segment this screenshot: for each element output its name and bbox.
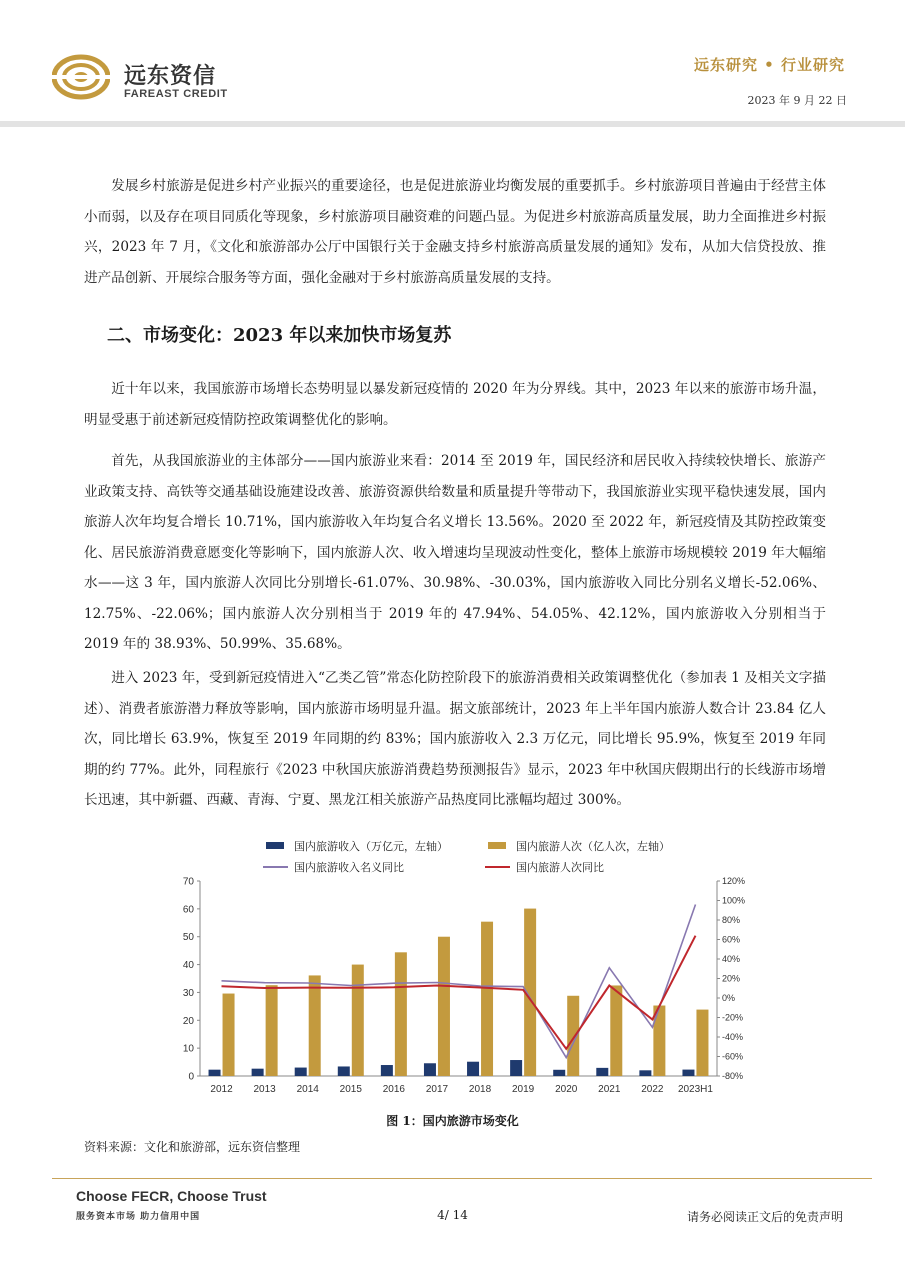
bar-income <box>381 1065 393 1076</box>
bar-trips <box>481 922 493 1076</box>
legend-label: 国内旅游收入名义同比 <box>294 861 404 874</box>
right-tick-label: 120% <box>722 876 746 886</box>
left-tick-label: 50 <box>182 932 194 944</box>
fareast-logo-icon <box>52 54 110 100</box>
bar-trips <box>223 994 235 1076</box>
header-section: 远东研究 • 行业研究 <box>693 56 845 74</box>
figure-caption: 图 1：国内旅游市场变化 <box>386 1114 519 1128</box>
bar-trips <box>610 985 622 1076</box>
x-tick-label: 2022 <box>641 1084 664 1095</box>
legend-swatch <box>266 842 284 849</box>
right-tick-label: 0% <box>722 993 736 1003</box>
right-tick-label: 60% <box>722 934 741 945</box>
page-number: 4/ 14 <box>437 1208 468 1222</box>
right-tick-label: -60% <box>722 1051 744 1062</box>
right-tick-label: -20% <box>722 1012 744 1023</box>
x-tick-label: 2021 <box>598 1084 621 1095</box>
bar-trips <box>438 937 450 1076</box>
left-tick-label: 20 <box>182 1015 194 1027</box>
legend-swatch <box>488 842 506 849</box>
x-tick-label: 2014 <box>296 1084 319 1095</box>
bar-income <box>639 1070 651 1076</box>
x-tick-label: 2017 <box>425 1084 449 1095</box>
right-tick-label: -40% <box>722 1032 744 1042</box>
bar-income <box>295 1068 307 1076</box>
left-tick-label: 10 <box>182 1043 194 1055</box>
bar-income <box>209 1070 221 1076</box>
paragraph-domestic-tourism: 首先，从我国旅游业的主体部分——国内旅游业来看：2014 至 2019 年，国民经济和居民收入持续较快增长、旅游产业政策支持、高铁等交通基础设施建设改善、旅游资源供给数量和质量提升等带动下，我国旅游业实现平稳快速发展，国内旅游人次年均复合增长 10.71%，国内旅游收入年均复合名义增长 13.56%。2020 至 2022 年，新冠疫情及其防控政策变化、居民旅游消费意愿变化等影响下，国内旅游人次、收入增速均呈现波动性变化，整体上旅游市场规模较 2019 年大幅缩水——这 3 年，国内旅游人次同比分别增长-61.07%、30.98%、-30.03%，国内旅游收入同比分别名义增长-52.06%、12.75%、-22.06%；国内旅游人次分别相当于 2019 年的 47.94%、54.05%、42.12%，国内旅游收入分别相当于 2019 年的 38.93%、50.99%、35.68%。 <box>84 453 826 652</box>
x-tick-label: 2012 <box>210 1084 233 1095</box>
left-tick-label: 0 <box>188 1071 194 1083</box>
paragraph-rural-tourism: 发展乡村旅游是促进乡村产业振兴的重要途径，也是促进旅游业均衡发展的重要抓手。乡村旅游项目普遍由于经营主体小而弱，以及存在项目同质化等现象，乡村旅游项目融资难的问题凸显。为促进乡村旅游高质量发展，助力全面推进乡村振兴，2023 年 7 月，《文化和旅游部办公厅中国银行关于金融支持乡村旅游高质量发展的通知》发布，从加大信贷投放、推进产品创新、开展综合服务等方面，强化金融对于乡村旅游高质量发展的支持。 <box>84 178 826 286</box>
bar-trips <box>395 952 407 1076</box>
page-header <box>0 0 905 130</box>
right-tick-label: 100% <box>722 895 746 906</box>
bar-trips <box>352 965 364 1076</box>
x-tick-label: 2023H1 <box>677 1084 713 1095</box>
footer-subslogan: 服务资本市场 助力信用中国 <box>76 1212 201 1222</box>
line-trips-yoy <box>222 936 696 1049</box>
section-heading: 二、市场变化：2023 年以来加快市场复苏 <box>107 325 452 346</box>
bar-trips <box>309 975 321 1076</box>
bar-income <box>338 1066 350 1076</box>
legend-label: 国内旅游收入（万亿元，左轴） <box>294 840 448 853</box>
bar-income <box>682 1070 694 1076</box>
legend-label: 国内旅游人次（亿人次，左轴） <box>516 840 670 853</box>
x-tick-label: 2019 <box>512 1084 535 1095</box>
logo-cn-text: 远东资信 <box>124 64 217 89</box>
figure-source: 资料来源：文化和旅游部，远东资信整理 <box>84 1140 301 1154</box>
header-divider <box>0 121 905 127</box>
tourism-market-chart <box>170 832 770 1102</box>
footer-divider <box>52 1178 872 1179</box>
header-date: 2023 年 9 月 22 日 <box>747 94 847 107</box>
right-tick-label: 40% <box>722 954 741 964</box>
left-tick-label: 40 <box>182 960 194 972</box>
paragraph-2023-recovery: 进入 2023 年，受到新冠疫情进入“乙类乙管”常态化防控阶段下的旅游消费相关政策调整优化（参加表 1 及相关文字描述）、消费者旅游潜力释放等影响，国内旅游市场明显升温。据文旅部统计，2023 年上半年国内旅游人数合计 23.84 亿人次，同比增长 63.9%，恢复至 2019 年同期的约 83%；国内旅游收入 2.3 万亿元，同比增长 95.9%，恢复至 2019 年同期的约 77%。此外，同程旅行《2023 中秋国庆旅游消费趋势预测报告》显示，2023 年中秋国庆假期出行的长线游市场增长迅速，其中新疆、西藏、青海、宁夏、黑龙江相关旅游产品热度同比涨幅均超过 300%。 <box>84 670 826 808</box>
left-tick-label: 70 <box>182 876 194 888</box>
logo-en-text: FAREAST CREDIT <box>124 88 228 100</box>
right-tick-label: 80% <box>722 915 741 925</box>
paragraph-market-overview: 近十年以来，我国旅游市场增长态势明显以暴发新冠疫情的 2020 年为分界线。其中，2023 年以来的旅游市场升温，明显受惠于前述新冠疫情防控政策调整优化的影响。 <box>84 381 826 428</box>
left-tick-label: 30 <box>182 987 194 999</box>
bar-income <box>553 1070 565 1076</box>
x-tick-label: 2015 <box>339 1084 362 1095</box>
right-tick-label: -80% <box>722 1071 744 1081</box>
bar-trips <box>266 985 278 1076</box>
x-tick-label: 2016 <box>382 1084 405 1095</box>
right-tick-label: 20% <box>722 973 741 984</box>
line-income-yoy <box>222 905 696 1058</box>
x-tick-label: 2020 <box>555 1084 578 1095</box>
footer-disclaimer: 请务必阅读正文后的免责声明 <box>686 1210 843 1224</box>
bar-income <box>596 1068 608 1076</box>
footer-slogan: Choose FECR, Choose Trust <box>76 1188 267 1204</box>
legend-label: 国内旅游人次同比 <box>516 861 604 874</box>
bar-income <box>510 1060 522 1076</box>
bar-trips <box>696 1010 708 1076</box>
x-tick-label: 2018 <box>468 1084 492 1095</box>
bar-income <box>424 1063 436 1076</box>
left-tick-label: 60 <box>182 904 194 916</box>
bar-income <box>467 1062 479 1076</box>
bar-income <box>252 1069 264 1076</box>
x-tick-label: 2013 <box>253 1084 276 1095</box>
